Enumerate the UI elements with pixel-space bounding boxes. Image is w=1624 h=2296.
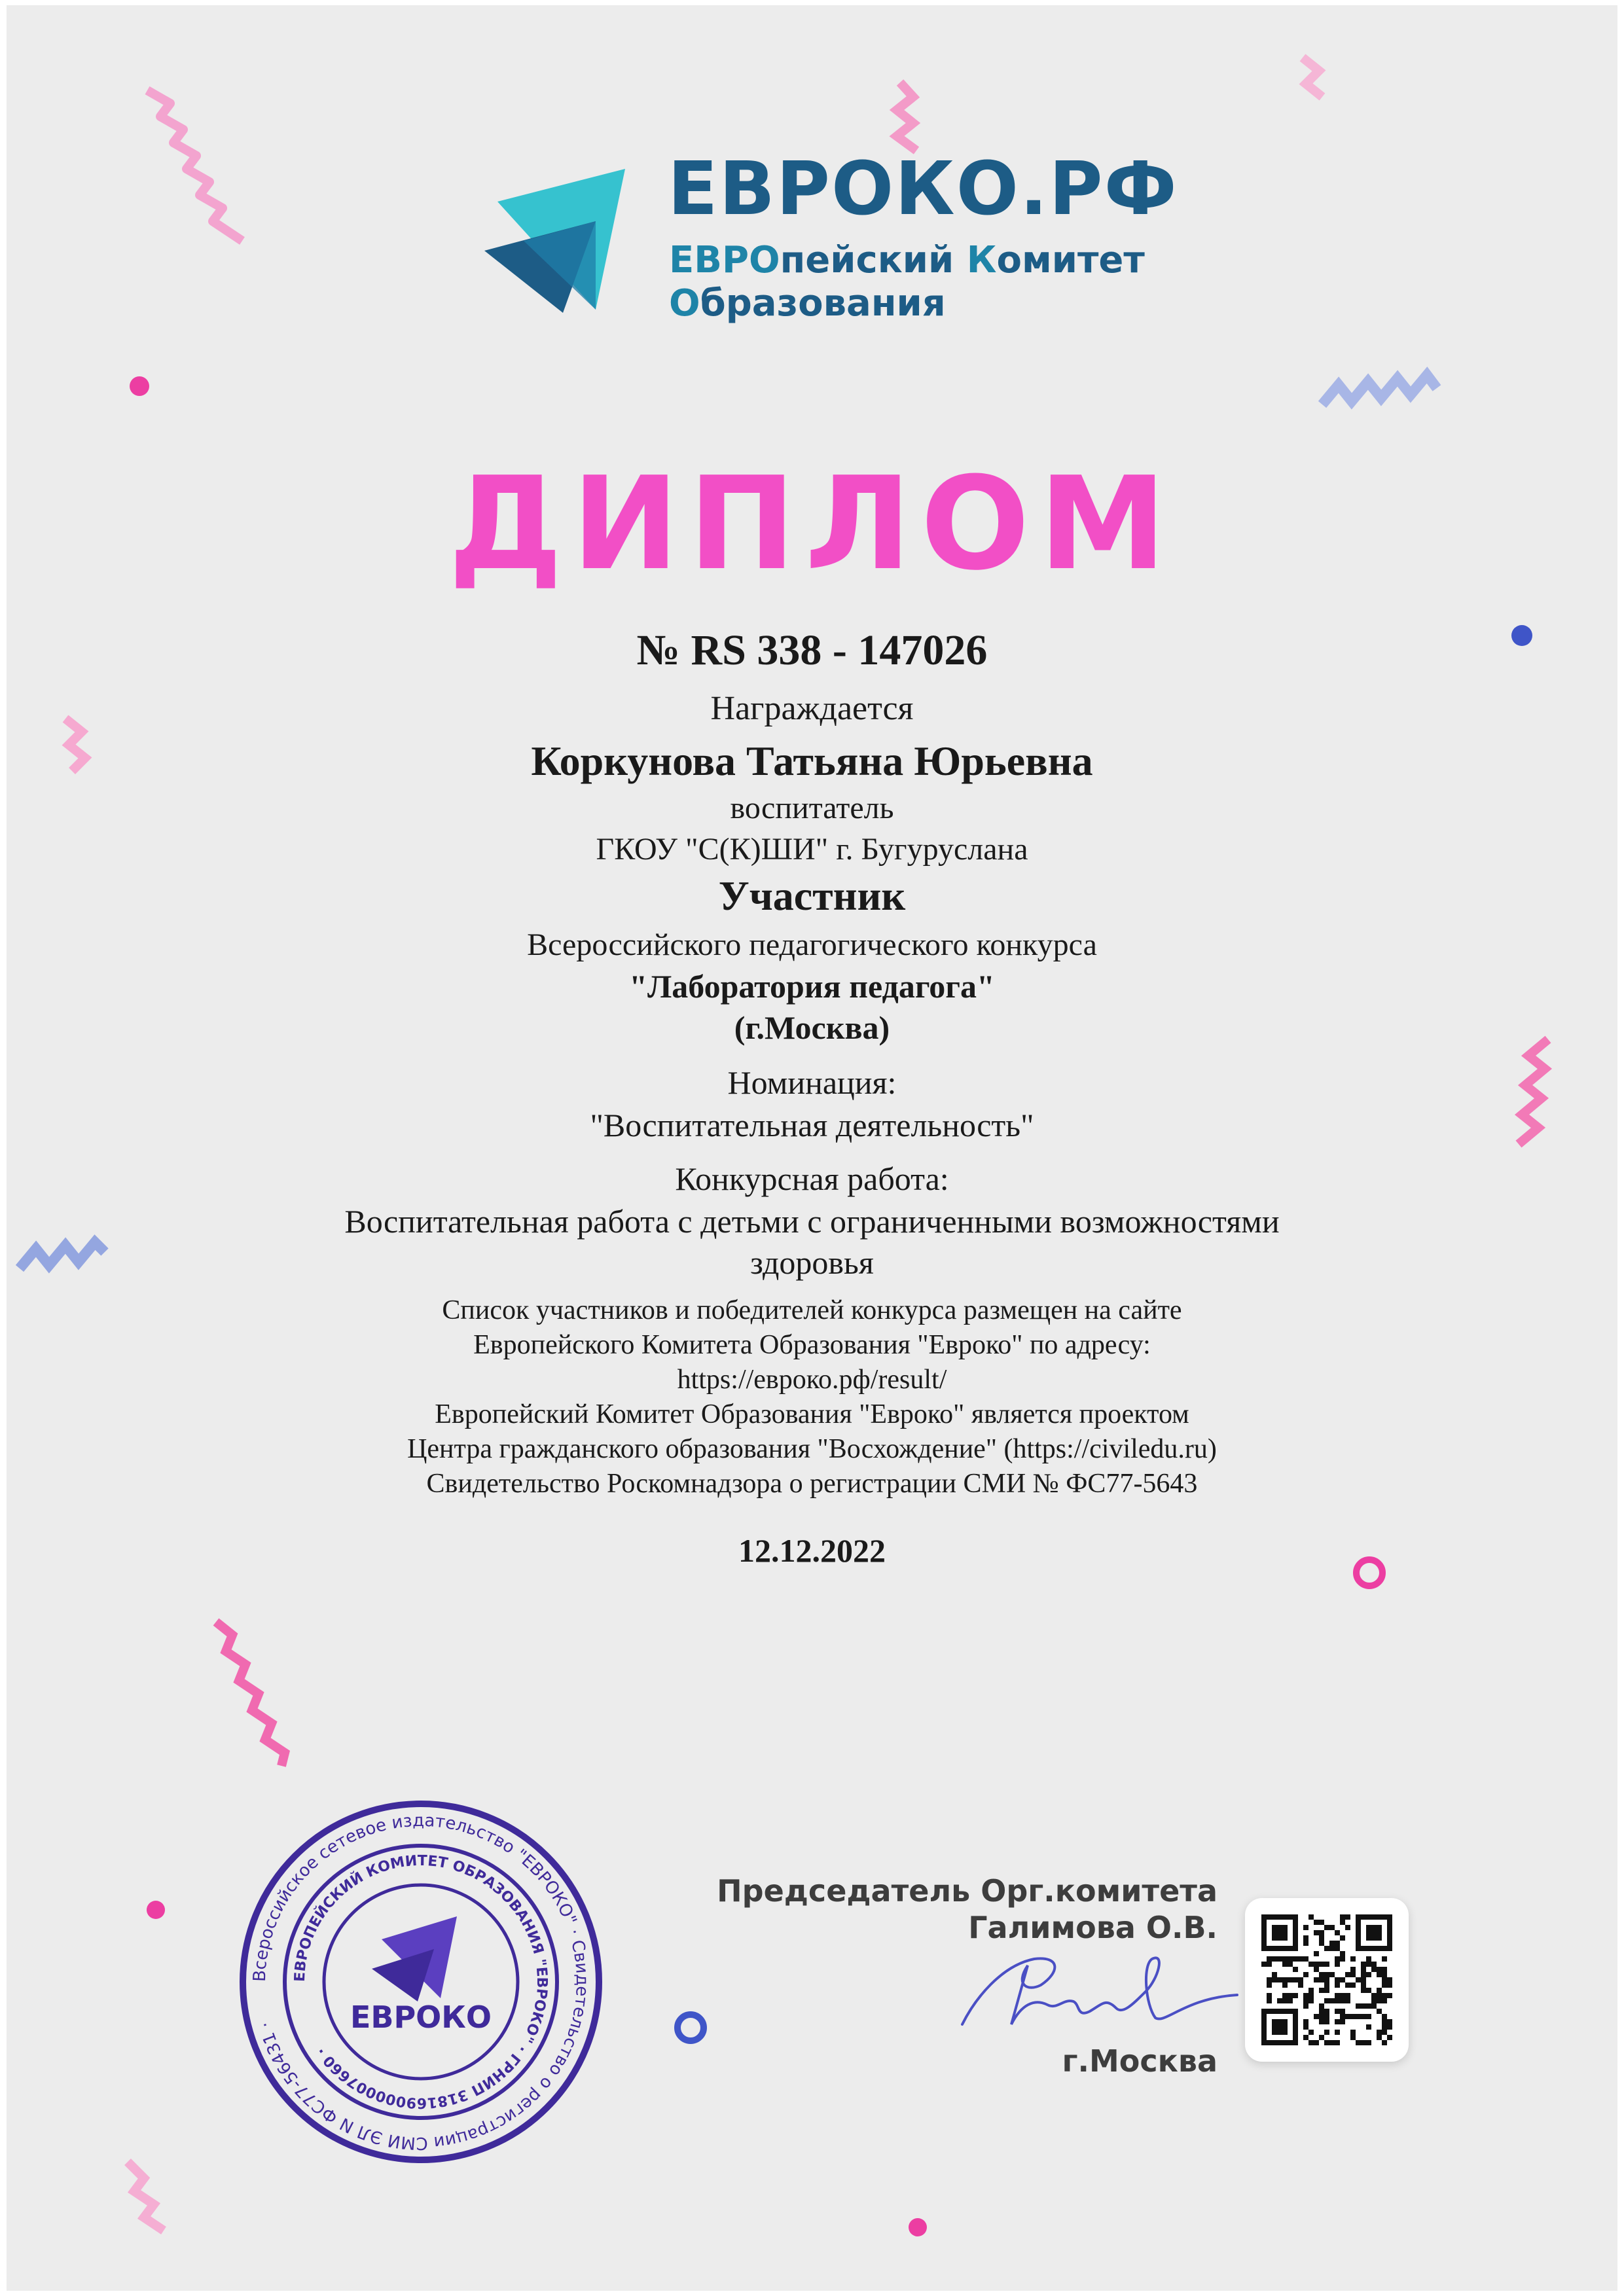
info-line-2: Европейского Комитета Образования "Евроко" по адресу: [473,1330,1151,1360]
signature-city: г.Москва [1062,2043,1218,2079]
chairman-name: Галимова О.В. [968,1910,1218,1945]
organization-stamp [238,1799,604,2165]
brand-subtitle-line2: Образования [669,282,946,325]
handwritten-signature [949,1926,1244,2057]
issue-date: 12.12.2022 [738,1532,886,1569]
svg-text:Всероссийское сетевое издатель: Всероссийское сетевое издательство "ЕВРОКО" · Свидетельство о регистрации СМИ ЭЛ N ФС77-56431 · [249,1810,592,2153]
work-title-line2: здоровья [750,1244,874,1281]
nomination-value: "Воспитательная деятельность" [590,1107,1034,1143]
work-label: Конкурсная работа: [675,1160,949,1197]
info-line-4: Европейский Комитет Образования "Евроко" является проектом [435,1399,1189,1429]
result-url: https://евроко.рф/result/ [677,1365,947,1395]
chairman-role: Председатель Орг.комитета [717,1873,1218,1909]
stamp-logo-icon [372,1916,457,2001]
info-line-1: Список участников и победителей конкурса размещен на сайте [442,1295,1182,1325]
contest-type: Всероссийского педагогического конкурса [527,927,1097,962]
recipient-organization: ГКОУ "С(К)ШИ" г. Бугуруслана [596,832,1028,867]
recipient-position: воспитатель [730,791,894,825]
work-title-line1: Воспитательная работа с детьми с ограниченными возможностями [344,1203,1280,1240]
brand-subtitle-line1: ЕВРОпейский Комитет [669,239,1145,281]
brand-name: ЕВРОКО.РФ [668,147,1178,232]
recipient-name: Коркунова Татьяна Юрьевна [531,738,1093,784]
qr-code-icon [1261,1914,1392,2045]
contest-city: (г.Москва) [734,1009,890,1046]
diploma-page [7,5,1617,2291]
info-line-5: Центра гражданского образования "Восхождение" (https://civiledu.ru) [407,1434,1217,1464]
contest-name: "Лаборатория педагога" [629,968,995,1005]
info-line-6: Свидетельство Роскомнадзора о регистрации СМИ № ФС77-5643 [426,1469,1198,1499]
triangle-play-logo-icon [484,166,635,319]
svg-text:ЕВРОПЕЙСКИЙ КОМИТЕТ ОБРАЗОВАНИ: ЕВРОПЕЙСКИЙ КОМИТЕТ ОБРАЗОВАНИЯ "ЕВРОКО" · ГРНИП 318169000007660 · [291,1852,550,2111]
svg-text:ЕВРОКО: ЕВРОКО [350,2000,492,2035]
award-status: Участник [718,872,906,919]
diploma-number: № RS 338 - 147026 [636,626,988,674]
diploma-title: ДИПЛОМ [448,450,1176,599]
qr-code-card[interactable] [1245,1898,1409,2062]
awarded-label: Награждается [710,690,914,727]
nomination-label: Номинация: [727,1064,897,1101]
